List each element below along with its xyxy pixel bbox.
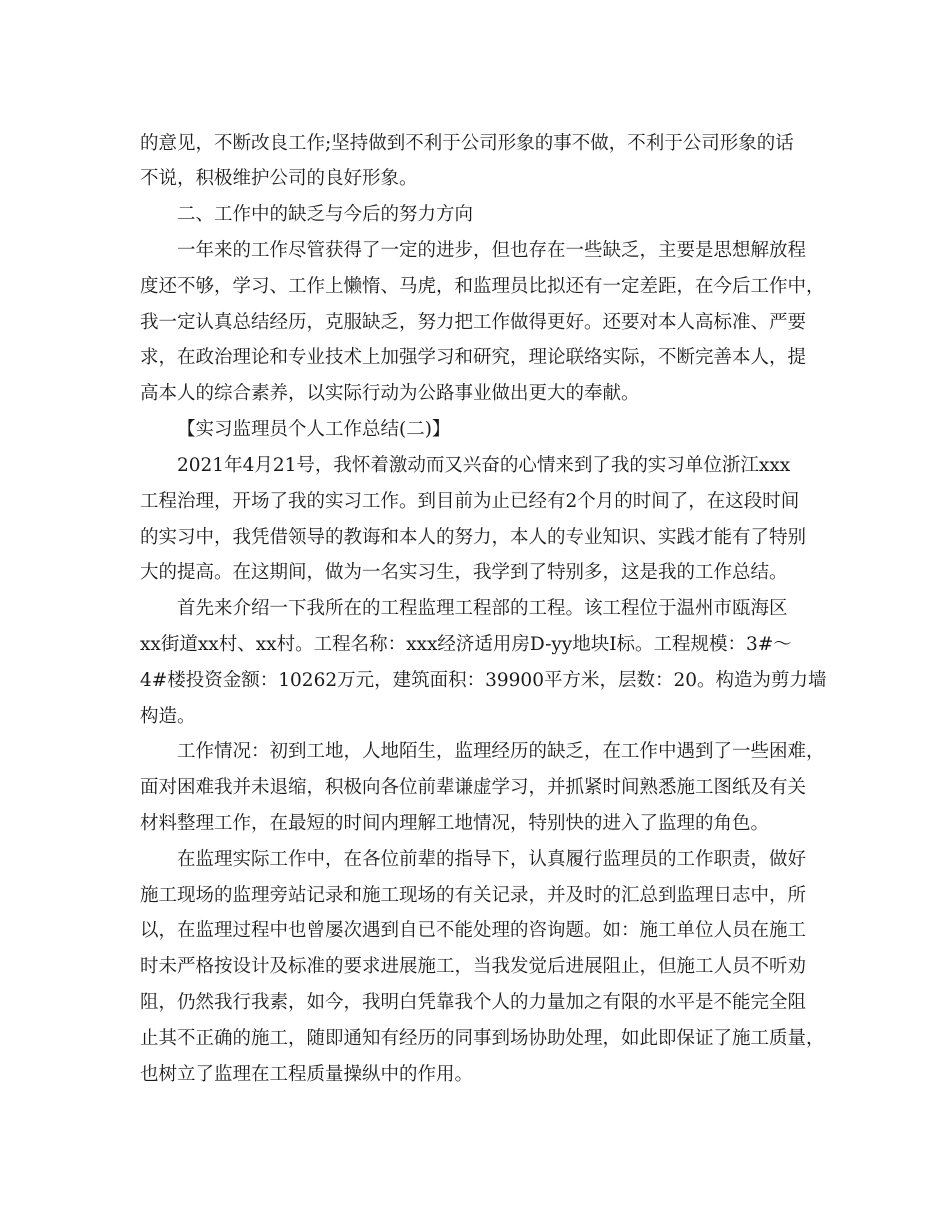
text-line: 时未严格按设计及标准的要求进展施工，当我发觉后进展阻止，但施工人员不听劝 [140,956,807,977]
text-line: 我一定认真总结经历，克服缺乏，努力把工作做得更好。还要对本人高标准、严要 [140,312,807,333]
text-line: 构造。 [140,706,196,727]
text-line: 施工现场的监理旁站记录和施工现场的有关记录，并及时的汇总到监理日志中，所 [140,885,807,906]
text-line: 材料整理工作，在最短的时间内理解工地情况，特别快的进入了监理的角色。 [140,813,770,834]
text-line: 大的提高。在这期间，做为一名实习生，我学到了特别多，这是我的工作总结。 [140,562,788,583]
text-line: 高本人的综合素养，以实际行动为公路事业做出更大的奉献。 [140,383,640,404]
text-line: 工程治理，开场了我的实习工作。到目前为止已经有2个月的时间了，在这段时间 [140,491,800,512]
text-line: 面对困难我并未退缩，积极向各位前辈谦虚学习，并抓紧时间熟悉施工图纸及有关 [140,777,807,798]
text-line: 的意见，不断改良工作;坚持做到不利于公司形象的事不做，不利于公司形象的话 [140,133,794,154]
text-line: 在监理实际工作中，在各位前辈的指导下，认真履行监理员的工作职责，做好 [177,849,807,870]
text-line: 一年来的工作尽管获得了一定的进步，但也存在一些缺乏，主要是思想解放程 [177,240,807,261]
text-line: 首先来介绍一下我所在的工程监理工程部的工程。该工程位于温州市瓯海区 [177,598,788,619]
section-heading: 二、工作中的缺乏与今后的努力方向 [177,204,474,225]
text-line: 以，在监理过程中也曾屡次遇到自已不能处理的咨询题。如：施工单位人员在施工 [140,920,807,941]
text-line: 止其不正确的施工，随即通知有经历的同事到场协助处理，如此即保证了施工质量， [140,1028,825,1049]
text-line: 也树立了监理在工程质量操纵中的作用。 [140,1064,474,1085]
text-line: 工作情况：初到工地，人地陌生，监理经历的缺乏，在工作中遇到了一些困难， [177,741,825,762]
text-line: 2021年4月21号，我怀着激动而又兴奋的心情来到了我的实习单位浙江xxx [177,455,791,476]
text-line: 阻，仍然我行我素，如今，我明白凭靠我个人的力量加之有限的水平是不能完全阻 [140,992,807,1013]
text-line: 4#楼投资金额：10262万元，建筑面积：39900平方米，层数：20。构造为剪力墙 [140,670,827,691]
text-line: 的实习中，我凭借领导的教诲和本人的努力，本人的专业知识、实践才能有了特别 [140,527,807,548]
text-line: 度还不够，学习、工作上懒惰、马虎，和监理员比拟还有一定差距，在今后工作中， [140,276,825,297]
text-line: 求，在政治理论和专业技术上加强学习和研究，理论联络实际，不断完善本人，提 [140,347,807,368]
text-line: xx街道xx村、xx村。工程名称：xxx经济适用房D-yy地块I标。工程规模：3#～ [140,634,792,655]
text-line: 不说，积极维护公司的良好形象。 [140,168,418,189]
section-title: 【实习监理员个人工作总结(二)】 [177,419,451,440]
